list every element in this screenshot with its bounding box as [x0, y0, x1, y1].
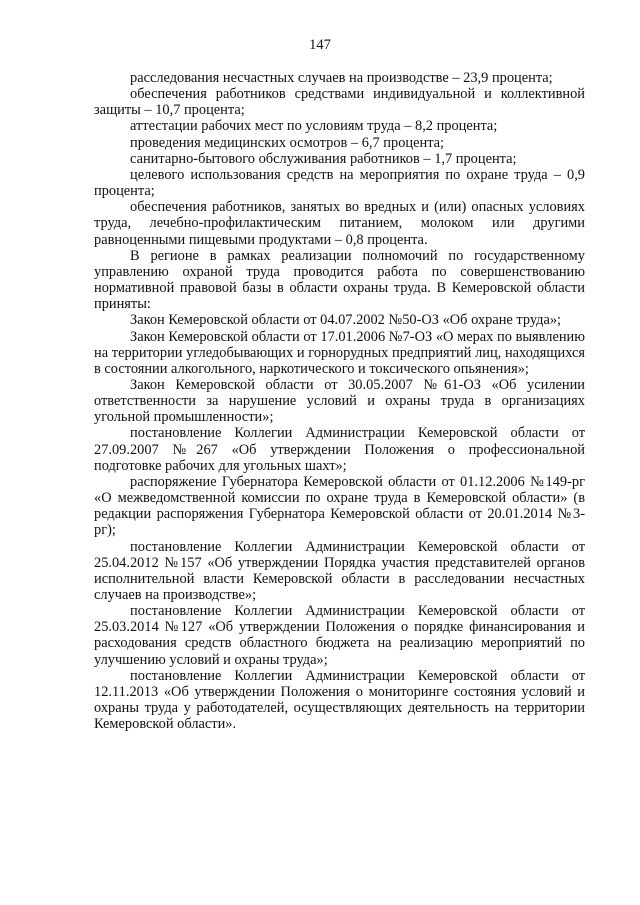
paragraph-therapeutic-nutrition: обеспечения работников, занятых во вредных и (или) опасных условиях труда, лечебно-профилактическим питанием, молоком или другими равноценными пищевыми продуктами – 0,8 процента.: [94, 199, 585, 248]
paragraph-order-149-rg: распоряжение Губернатора Кемеровской области от 01.12.2006 №149-рг «О межведомственной комиссии по охране труда в Кемеровской области» (в редакции распоряжения Губернатора Кемеровской области от 20.01.2014 №3-рг);: [94, 473, 585, 539]
paragraph-resolution-267: постановление Коллегии Администрации Кемеровской области от 27.09.2007 №267 «Об утверждении Положения о профессиональной подготовке рабочих для угольных шахт»;: [94, 425, 585, 474]
paragraph-workplace-certification: аттестации рабочих мест по условиям труда – 8,2 процента;: [130, 118, 498, 135]
paragraph-sanitary-services: санитарно-бытового обслуживания работников – 1,7 процента;: [130, 150, 517, 167]
paragraph-protective-equipment: обеспечения работников средствами индивидуальной и коллективной защиты – 10,7 процента;: [94, 86, 585, 119]
paragraph-law-7-oz: Закон Кемеровской области от 17.01.2006 №7-ОЗ «О мерах по выявлению на территории угледобывающих и горнорудных предприятий лиц, находящихся в состоянии алкогольного, наркотического и токсического опьянения»;: [94, 328, 585, 377]
paragraph-law-61-oz: Закон Кемеровской области от 30.05.2007 №61-ОЗ «Об усилении ответственности за нарушение условий и охраны труда в организациях угольной промышленности»;: [94, 376, 585, 426]
paragraph-resolution-127: постановление Коллегии Администрации Кемеровской области от 25.03.2014 №127 «Об утверждении Положения о порядке финансирования и расходования средств областного бюджета на реализацию мероприятий по улучшению условий и охраны труда»;: [94, 603, 585, 668]
paragraph-resolution-157: постановление Коллегии Администрации Кемеровской области от 25.04.2012 №157 «Об утверждении Порядка участия представителей органов исполнительной власти Кемеровской области в расследовании несчастных случаев на производстве»;: [94, 538, 585, 603]
page-number: 147: [309, 37, 331, 53]
paragraph-regional-regulation-intro: В регионе в рамках реализации полномочий по государственному управлению охраной труда проводится работа по совершенствованию нормативной правовой базы в области охраны труда. В Кемеровской области приняты:: [94, 247, 585, 313]
paragraph-injury-investigation: расследования несчастных случаев на производстве – 23,9 процента;: [130, 70, 553, 86]
paragraph-targeted-funds: целевого использования средств на мероприятия по охране труда – 0,9 процента;: [94, 166, 585, 200]
paragraph-law-50-oz: Закон Кемеровской области от 04.07.2002 №50-ОЗ «Об охране труда»;: [130, 312, 562, 329]
document-body: [94, 70, 585, 732]
paragraph-medical-exams: проведения медицинских осмотров – 6,7 процента;: [130, 134, 445, 151]
paragraph-resolution-monitoring: постановление Коллегии Администрации Кемеровской области от 12.11.2013 «Об утверждении Положения о мониторинге состояния условий и охраны труда у работодателей, осуществляющих деятельность на территории Кемеровской области».: [94, 667, 585, 733]
